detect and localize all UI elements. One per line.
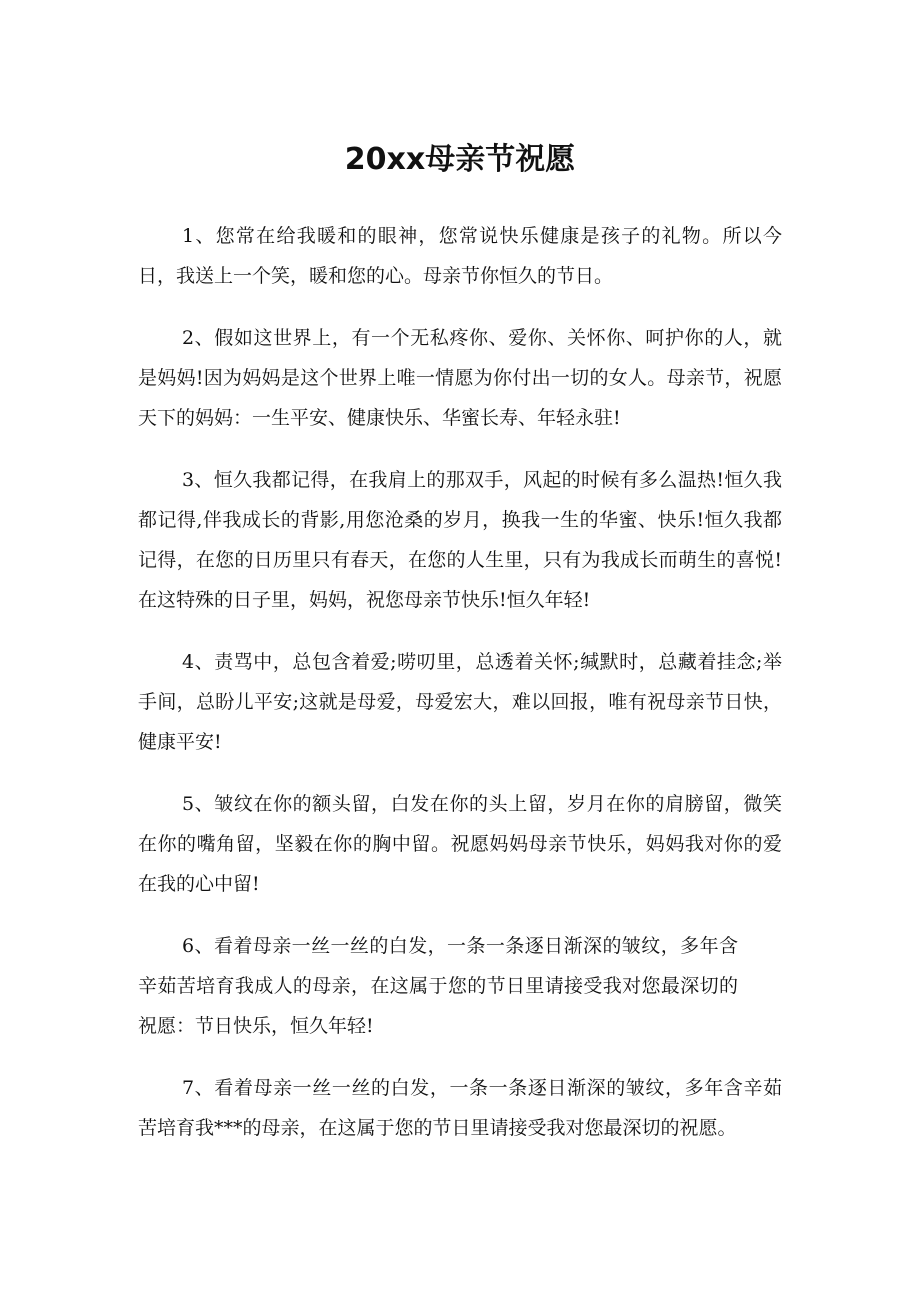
- document-body: [138, 216, 782, 1170]
- paragraph-4: 4、责骂中，总包含着爱;唠叨里，总透着关怀;缄默时，总藏着挂念;举手间，总盼儿平安;这就是母爱，母爱宏大，难以回报，唯有祝母亲节日快，健康平安!: [138, 651, 782, 753]
- paragraph-1: 1、您常在给我暖和的眼神，您常说快乐健康是孩子的礼物。所以今日，我送上一个笑，暖和您的心。母亲节你恒久的节日。: [138, 225, 782, 287]
- paragraph-2: 2、假如这世界上，有一个无私疼你、爱你、关怀你、呵护你的人，就是妈妈!因为妈妈是这个世界上唯一情愿为你付出一切的女人。母亲节，祝愿天下的妈妈：一生平安、健康快乐、华蜜长寿、年轻永驻!: [138, 327, 782, 429]
- paragraph-7: 7、看着母亲一丝一丝的白发，一条一条逐日渐深的皱纹，多年含辛茹苦培育我***的母亲，在这属于您的节日里请接受我对您最深切的祝愿。: [138, 1077, 782, 1139]
- paragraph-3: 3、恒久我都记得，在我肩上的那双手，风起的时候有多么温热!恒久我都记得,伴我成长的背影,用您沧桑的岁月，换我一生的华蜜、快乐!恒久我都记得，在您的日历里只有春天，在您的人生里，只有为我成长而萌生的喜悦!在这特殊的日子里，妈妈，祝您母亲节快乐!恒久年轻!: [138, 469, 782, 611]
- paragraph-5: 5、皱纹在你的额头留，白发在你的头上留，岁月在你的肩膀留，微笑在你的嘴角留，坚毅在你的胸中留。祝愿妈妈母亲节快乐，妈妈我对你的爱在我的心中留!: [138, 793, 782, 895]
- document-title: 20xx母亲节祝愿: [344, 142, 576, 177]
- paragraph-6: 6、看着母亲一丝一丝的白发，一条一条逐日渐深的皱纹，多年含辛茹苦培育我成人的母亲，在这属于您的节日里请接受我对您最深切的祝愿：节日快乐，恒久年轻!: [138, 935, 738, 1037]
